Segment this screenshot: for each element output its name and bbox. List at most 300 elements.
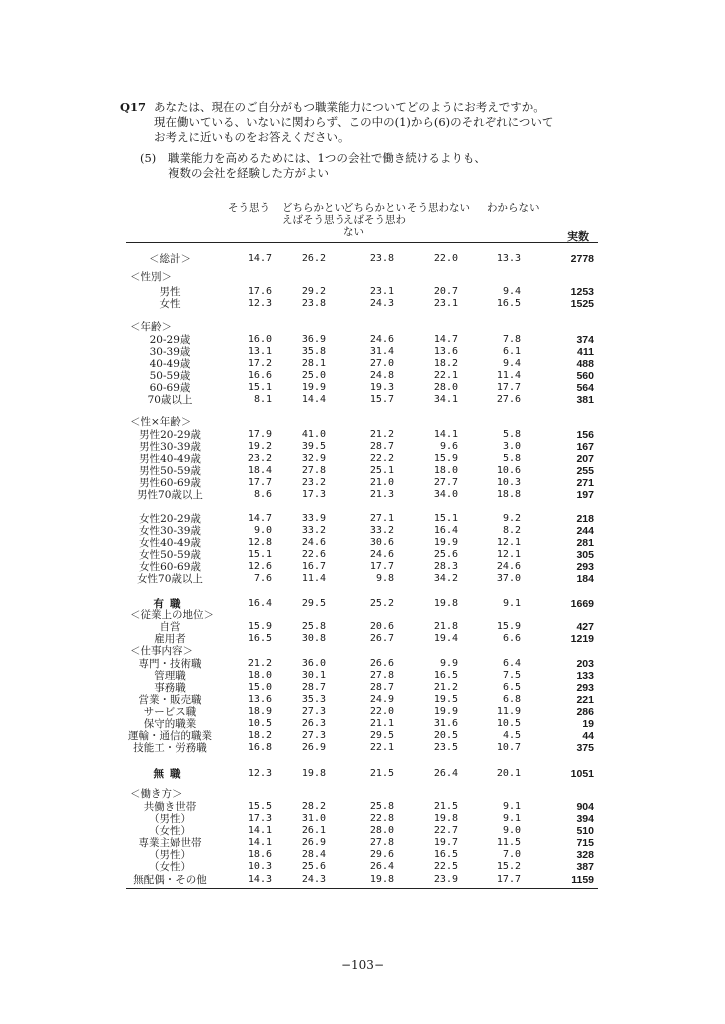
table-group-heading bbox=[0, 645, 725, 657]
percent-cell: 26.6 bbox=[369, 658, 394, 669]
percent-cell: 19.8 bbox=[369, 874, 394, 885]
percent-cell: 14.1 bbox=[433, 429, 458, 440]
percent-cell: 6.5 bbox=[502, 682, 521, 693]
percent-cell: 28.3 bbox=[433, 561, 458, 572]
count-header: 実数 bbox=[567, 230, 589, 243]
row-label: 男性60-69歳 bbox=[139, 477, 201, 489]
percent-cell: 27.8 bbox=[369, 837, 394, 848]
percent-cell: 12.1 bbox=[496, 549, 521, 560]
percent-cell: 17.6 bbox=[247, 286, 272, 297]
percent-cell: 8.1 bbox=[253, 394, 272, 405]
percent-cell: 41.0 bbox=[301, 429, 326, 440]
percent-cell: 19.9 bbox=[433, 537, 458, 548]
percent-cell: 36.0 bbox=[301, 658, 326, 669]
percent-cell: 21.5 bbox=[433, 801, 458, 812]
count-cell: 197 bbox=[576, 489, 594, 501]
table-row bbox=[0, 394, 725, 406]
table-row bbox=[0, 429, 725, 441]
percent-cell: 25.0 bbox=[301, 370, 326, 381]
percent-cell: 16.5 bbox=[433, 670, 458, 681]
table-row bbox=[0, 573, 725, 585]
subquestion-line: 職業能力を高めるためには、1つの会社で働き続けるよりも、 bbox=[168, 151, 486, 165]
percent-cell: 13.6 bbox=[433, 346, 458, 357]
percent-cell: 31.0 bbox=[301, 813, 326, 824]
percent-cell: 9.8 bbox=[375, 573, 394, 584]
count-cell: 271 bbox=[576, 477, 594, 489]
count-cell: 427 bbox=[576, 621, 594, 633]
question-line: あなたは、現在のご自分がもつ職業能力についてどのようにお考えですか。 bbox=[154, 100, 545, 114]
percent-cell: 18.8 bbox=[496, 489, 521, 500]
table-row bbox=[0, 670, 725, 682]
percent-cell: 15.5 bbox=[247, 801, 272, 812]
percent-cell: 25.1 bbox=[369, 465, 394, 476]
percent-cell: 19.8 bbox=[433, 813, 458, 824]
table-row bbox=[0, 537, 725, 549]
percent-cell: 16.6 bbox=[247, 370, 272, 381]
percent-cell: 28.2 bbox=[301, 801, 326, 812]
percent-cell: 21.1 bbox=[369, 718, 394, 729]
percent-cell: 9.6 bbox=[439, 441, 458, 452]
percent-cell: 34.0 bbox=[433, 489, 458, 500]
percent-cell: 29.6 bbox=[369, 849, 394, 860]
row-label: ＜総計＞ bbox=[149, 253, 191, 265]
row-label: 保守的職業 bbox=[143, 718, 197, 730]
row-label: 男性40-49歳 bbox=[139, 453, 201, 465]
column-header-line: ない bbox=[343, 226, 364, 238]
row-label: （男性） bbox=[149, 849, 191, 861]
count-cell: 1051 bbox=[570, 768, 594, 780]
percent-cell: 17.7 bbox=[496, 382, 521, 393]
table-row bbox=[0, 801, 725, 813]
percent-cell: 22.7 bbox=[433, 825, 458, 836]
percent-cell: 24.6 bbox=[496, 561, 521, 572]
row-label: 専門・技術職 bbox=[138, 658, 202, 670]
column-header-line: どちらかとい bbox=[282, 202, 345, 214]
percent-cell: 16.5 bbox=[433, 849, 458, 860]
question-text bbox=[154, 100, 600, 145]
percent-cell: 30.8 bbox=[301, 633, 326, 644]
row-label: 専業主婦世帯 bbox=[138, 837, 202, 849]
count-cell: 488 bbox=[576, 358, 594, 370]
percent-cell: 18.2 bbox=[247, 730, 272, 741]
percent-cell: 19.7 bbox=[433, 837, 458, 848]
percent-cell: 28.7 bbox=[369, 682, 394, 693]
count-cell: 167 bbox=[576, 441, 594, 453]
percent-cell: 32.9 bbox=[301, 453, 326, 464]
table-row bbox=[0, 370, 725, 382]
percent-cell: 21.2 bbox=[247, 658, 272, 669]
percent-cell: 21.0 bbox=[369, 477, 394, 488]
percent-cell: 9.0 bbox=[253, 525, 272, 536]
percent-cell: 19.8 bbox=[301, 768, 326, 779]
percent-cell: 10.3 bbox=[247, 861, 272, 872]
percent-cell: 23.8 bbox=[301, 298, 326, 309]
percent-cell: 16.8 bbox=[247, 742, 272, 753]
percent-cell: 4.5 bbox=[502, 730, 521, 741]
percent-cell: 36.9 bbox=[301, 334, 326, 345]
percent-cell: 19.3 bbox=[369, 382, 394, 393]
count-cell: 133 bbox=[576, 670, 594, 682]
row-label: 技能工・労務職 bbox=[133, 742, 207, 754]
percent-cell: 21.5 bbox=[369, 768, 394, 779]
percent-cell: 23.9 bbox=[433, 874, 458, 885]
percent-cell: 30.1 bbox=[301, 670, 326, 681]
percent-cell: 24.6 bbox=[301, 537, 326, 548]
row-label: ＜従業上の地位＞ bbox=[130, 609, 214, 621]
table-row bbox=[0, 513, 725, 525]
subquestion-number: (5) bbox=[140, 151, 157, 165]
table-row bbox=[0, 718, 725, 730]
table-row bbox=[0, 849, 725, 861]
table-row bbox=[0, 633, 725, 645]
percent-cell: 11.5 bbox=[496, 837, 521, 848]
row-label: 30-39歳 bbox=[149, 346, 191, 358]
column-header-line: そう思わない bbox=[407, 202, 470, 214]
count-cell: 2778 bbox=[570, 253, 594, 265]
percent-cell: 23.8 bbox=[369, 253, 394, 264]
percent-cell: 9.0 bbox=[502, 825, 521, 836]
percent-cell: 24.8 bbox=[369, 370, 394, 381]
count-cell: 184 bbox=[576, 573, 594, 585]
table-row bbox=[0, 861, 725, 873]
percent-cell: 27.3 bbox=[301, 730, 326, 741]
count-cell: 564 bbox=[576, 382, 594, 394]
row-label: （女性） bbox=[149, 861, 191, 873]
count-cell: 305 bbox=[576, 549, 594, 561]
percent-cell: 27.0 bbox=[369, 358, 394, 369]
percent-cell: 15.9 bbox=[247, 621, 272, 632]
count-cell: 1669 bbox=[570, 598, 594, 610]
row-label: 女性50-59歳 bbox=[139, 549, 201, 561]
count-cell: 1159 bbox=[571, 874, 594, 886]
percent-cell: 24.9 bbox=[369, 694, 394, 705]
percent-cell: 22.6 bbox=[301, 549, 326, 560]
percent-cell: 17.7 bbox=[369, 561, 394, 572]
percent-cell: 33.2 bbox=[369, 525, 394, 536]
count-cell: 510 bbox=[576, 825, 594, 837]
column-header bbox=[487, 202, 540, 214]
table-row bbox=[0, 561, 725, 573]
table-row bbox=[0, 465, 725, 477]
percent-cell: 10.6 bbox=[496, 465, 521, 476]
count-cell: 1253 bbox=[570, 286, 594, 298]
percent-cell: 24.6 bbox=[369, 334, 394, 345]
percent-cell: 9.1 bbox=[502, 598, 521, 609]
row-label: 女性40-49歳 bbox=[139, 537, 201, 549]
percent-cell: 14.4 bbox=[301, 394, 326, 405]
percent-cell: 26.9 bbox=[301, 742, 326, 753]
percent-cell: 12.3 bbox=[247, 298, 272, 309]
table-row bbox=[0, 549, 725, 561]
percent-cell: 25.2 bbox=[369, 598, 394, 609]
row-label: 60-69歳 bbox=[149, 382, 191, 394]
count-cell: 411 bbox=[577, 346, 594, 358]
count-cell: 1525 bbox=[570, 298, 594, 310]
row-label: 事務職 bbox=[154, 682, 186, 694]
percent-cell: 18.0 bbox=[247, 670, 272, 681]
row-label: ＜年齢＞ bbox=[130, 321, 172, 333]
count-cell: 375 bbox=[576, 742, 594, 754]
percent-cell: 22.1 bbox=[433, 370, 458, 381]
table-row bbox=[0, 694, 725, 706]
percent-cell: 16.5 bbox=[247, 633, 272, 644]
percent-cell: 12.1 bbox=[496, 537, 521, 548]
percent-cell: 28.0 bbox=[433, 382, 458, 393]
percent-cell: 11.4 bbox=[496, 370, 521, 381]
percent-cell: 19.9 bbox=[433, 706, 458, 717]
count-cell: 381 bbox=[576, 394, 594, 406]
percent-cell: 7.6 bbox=[253, 573, 272, 584]
percent-cell: 17.9 bbox=[247, 429, 272, 440]
count-cell: 374 bbox=[576, 334, 594, 346]
percent-cell: 29.5 bbox=[301, 598, 326, 609]
percent-cell: 19.4 bbox=[433, 633, 458, 644]
count-cell: 19 bbox=[582, 718, 594, 730]
percent-cell: 15.2 bbox=[496, 861, 521, 872]
percent-cell: 23.1 bbox=[433, 298, 458, 309]
percent-cell: 35.3 bbox=[301, 694, 326, 705]
percent-cell: 16.4 bbox=[247, 598, 272, 609]
percent-cell: 39.5 bbox=[301, 441, 326, 452]
row-label: 運輸・通信的職業 bbox=[128, 730, 212, 742]
percent-cell: 34.2 bbox=[433, 573, 458, 584]
percent-cell: 14.7 bbox=[433, 334, 458, 345]
column-header bbox=[282, 202, 345, 226]
percent-cell: 18.4 bbox=[247, 465, 272, 476]
percent-cell: 18.6 bbox=[247, 849, 272, 860]
percent-cell: 20.7 bbox=[433, 286, 458, 297]
percent-cell: 9.1 bbox=[502, 801, 521, 812]
page-number: −103− bbox=[340, 958, 384, 972]
table-group-heading bbox=[0, 416, 725, 428]
percent-cell: 28.7 bbox=[301, 682, 326, 693]
percent-cell: 28.7 bbox=[369, 441, 394, 452]
percent-cell: 17.3 bbox=[247, 813, 272, 824]
row-label: 自営 bbox=[159, 621, 181, 633]
percent-cell: 10.7 bbox=[496, 742, 521, 753]
percent-cell: 16.7 bbox=[301, 561, 326, 572]
percent-cell: 31.4 bbox=[369, 346, 394, 357]
percent-cell: 7.0 bbox=[502, 849, 521, 860]
percent-cell: 9.2 bbox=[502, 513, 521, 524]
row-label: 50-59歳 bbox=[149, 370, 191, 382]
percent-cell: 14.3 bbox=[247, 874, 272, 885]
percent-cell: 22.5 bbox=[433, 861, 458, 872]
table-row bbox=[0, 477, 725, 489]
count-cell: 394 bbox=[576, 813, 594, 825]
percent-cell: 29.2 bbox=[301, 286, 326, 297]
count-cell: 203 bbox=[576, 658, 594, 670]
percent-cell: 9.4 bbox=[502, 358, 521, 369]
table-top-rule bbox=[126, 242, 598, 243]
percent-cell: 3.0 bbox=[502, 441, 521, 452]
question-line: お考えに近いものをお答えください。 bbox=[154, 130, 350, 144]
row-label: ＜性×年齢＞ bbox=[130, 416, 192, 428]
table-row bbox=[0, 621, 725, 633]
row-label: サービス職 bbox=[143, 706, 197, 718]
row-label: 女性 bbox=[159, 298, 181, 310]
percent-cell: 26.4 bbox=[369, 861, 394, 872]
percent-cell: 23.2 bbox=[247, 453, 272, 464]
percent-cell: 24.3 bbox=[369, 298, 394, 309]
row-label: 共働き世帯 bbox=[143, 801, 197, 813]
percent-cell: 15.0 bbox=[247, 682, 272, 693]
count-cell: 904 bbox=[576, 801, 594, 813]
table-row bbox=[0, 358, 725, 370]
percent-cell: 25.8 bbox=[369, 801, 394, 812]
row-label: 70歳以上 bbox=[147, 394, 193, 406]
percent-cell: 26.7 bbox=[369, 633, 394, 644]
table-row bbox=[0, 768, 725, 780]
table-row bbox=[0, 658, 725, 670]
percent-cell: 24.3 bbox=[301, 874, 326, 885]
percent-cell: 25.8 bbox=[301, 621, 326, 632]
percent-cell: 19.9 bbox=[301, 382, 326, 393]
percent-cell: 27.8 bbox=[301, 465, 326, 476]
table-row bbox=[0, 525, 725, 537]
percent-cell: 15.1 bbox=[247, 382, 272, 393]
percent-cell: 15.9 bbox=[496, 621, 521, 632]
percent-cell: 28.4 bbox=[301, 849, 326, 860]
percent-cell: 5.8 bbox=[502, 429, 521, 440]
subquestion-block bbox=[140, 151, 580, 181]
percent-cell: 28.0 bbox=[369, 825, 394, 836]
percent-cell: 23.2 bbox=[301, 477, 326, 488]
row-label: 20-29歳 bbox=[149, 334, 191, 346]
percent-cell: 15.1 bbox=[247, 549, 272, 560]
percent-cell: 14.7 bbox=[247, 513, 272, 524]
percent-cell: 19.2 bbox=[247, 441, 272, 452]
percent-cell: 24.6 bbox=[369, 549, 394, 560]
column-header-line: そう思う bbox=[228, 202, 270, 214]
row-label: 男性30-39歳 bbox=[139, 441, 201, 453]
count-cell: 244 bbox=[576, 525, 594, 537]
row-label: 男性20-29歳 bbox=[139, 429, 201, 441]
percent-cell: 18.2 bbox=[433, 358, 458, 369]
row-label: 管理職 bbox=[154, 670, 186, 682]
percent-cell: 5.8 bbox=[502, 453, 521, 464]
table-row bbox=[0, 742, 725, 754]
row-label: （女性） bbox=[149, 825, 191, 837]
percent-cell: 22.2 bbox=[369, 453, 394, 464]
table-row bbox=[0, 346, 725, 358]
percent-cell: 26.9 bbox=[301, 837, 326, 848]
percent-cell: 37.0 bbox=[496, 573, 521, 584]
count-cell: 281 bbox=[576, 537, 594, 549]
row-label: 女性20-29歳 bbox=[139, 513, 201, 525]
row-label: 40-49歳 bbox=[149, 358, 191, 370]
percent-cell: 16.4 bbox=[433, 525, 458, 536]
percent-cell: 17.2 bbox=[247, 358, 272, 369]
percent-cell: 27.6 bbox=[496, 394, 521, 405]
table-row bbox=[0, 825, 725, 837]
percent-cell: 26.1 bbox=[301, 825, 326, 836]
table-row bbox=[0, 253, 725, 265]
percent-cell: 15.7 bbox=[369, 394, 394, 405]
question-block bbox=[120, 100, 600, 145]
row-label: 無配偶・その他 bbox=[133, 874, 207, 886]
percent-cell: 12.6 bbox=[247, 561, 272, 572]
row-label: 男性50-59歳 bbox=[139, 465, 201, 477]
percent-cell: 25.6 bbox=[433, 549, 458, 560]
percent-cell: 13.6 bbox=[247, 694, 272, 705]
count-cell: 221 bbox=[576, 694, 594, 706]
table-group-heading bbox=[0, 271, 725, 283]
percent-cell: 30.6 bbox=[369, 537, 394, 548]
count-cell: 286 bbox=[576, 706, 594, 718]
percent-cell: 16.5 bbox=[496, 298, 521, 309]
percent-cell: 7.5 bbox=[502, 670, 521, 681]
percent-cell: 34.1 bbox=[433, 394, 458, 405]
percent-cell: 9.9 bbox=[439, 658, 458, 669]
percent-cell: 16.0 bbox=[247, 334, 272, 345]
table-row bbox=[0, 441, 725, 453]
table-row bbox=[0, 489, 725, 501]
percent-cell: 27.8 bbox=[369, 670, 394, 681]
percent-cell: 11.9 bbox=[496, 706, 521, 717]
percent-cell: 15.9 bbox=[433, 453, 458, 464]
percent-cell: 6.4 bbox=[502, 658, 521, 669]
percent-cell: 21.3 bbox=[369, 489, 394, 500]
subquestion-text bbox=[168, 151, 580, 181]
table-row bbox=[0, 730, 725, 742]
percent-cell: 29.5 bbox=[369, 730, 394, 741]
percent-cell: 17.7 bbox=[247, 477, 272, 488]
row-label: 女性30-39歳 bbox=[139, 525, 201, 537]
percent-cell: 20.5 bbox=[433, 730, 458, 741]
row-label: 女性60-69歳 bbox=[139, 561, 201, 573]
percent-cell: 19.5 bbox=[433, 694, 458, 705]
column-header-line: えばそう思う bbox=[282, 214, 345, 226]
table-row bbox=[0, 382, 725, 394]
column-header bbox=[343, 202, 406, 238]
row-label: 雇用者 bbox=[154, 633, 186, 645]
percent-cell: 35.8 bbox=[301, 346, 326, 357]
percent-cell: 18.9 bbox=[247, 706, 272, 717]
column-header-line: わからない bbox=[487, 202, 540, 214]
column-header bbox=[228, 202, 270, 214]
question-line: 現在働いている、いないに関わらず、この中の(1)から(6)のそれぞれについて bbox=[154, 115, 554, 129]
percent-cell: 33.2 bbox=[301, 525, 326, 536]
row-label: ＜仕事内容＞ bbox=[130, 645, 193, 657]
table-row bbox=[0, 286, 725, 298]
percent-cell: 15.1 bbox=[433, 513, 458, 524]
table-row bbox=[0, 813, 725, 825]
percent-cell: 26.3 bbox=[301, 718, 326, 729]
column-header-line: えばそう思わ bbox=[343, 214, 406, 226]
percent-cell: 12.3 bbox=[247, 768, 272, 779]
percent-cell: 10.5 bbox=[496, 718, 521, 729]
count-cell: 218 bbox=[576, 513, 594, 525]
table-group-heading bbox=[0, 321, 725, 333]
percent-cell: 14.1 bbox=[247, 825, 272, 836]
percent-cell: 22.1 bbox=[369, 742, 394, 753]
percent-cell: 17.3 bbox=[301, 489, 326, 500]
row-label: 男性 bbox=[159, 286, 181, 298]
count-cell: 293 bbox=[576, 561, 594, 573]
percent-cell: 22.0 bbox=[433, 253, 458, 264]
column-header-line: どちらかとい bbox=[343, 202, 406, 214]
percent-cell: 27.1 bbox=[369, 513, 394, 524]
percent-cell: 22.8 bbox=[369, 813, 394, 824]
percent-cell: 8.2 bbox=[502, 525, 521, 536]
count-cell: 1219 bbox=[570, 633, 594, 645]
row-label: 無職 bbox=[153, 768, 187, 780]
row-label: 女性70歳以上 bbox=[137, 573, 203, 585]
subquestion-line: 複数の会社を経験した方がよい bbox=[168, 166, 329, 180]
row-label: （男性） bbox=[149, 813, 191, 825]
table-row bbox=[0, 874, 725, 886]
